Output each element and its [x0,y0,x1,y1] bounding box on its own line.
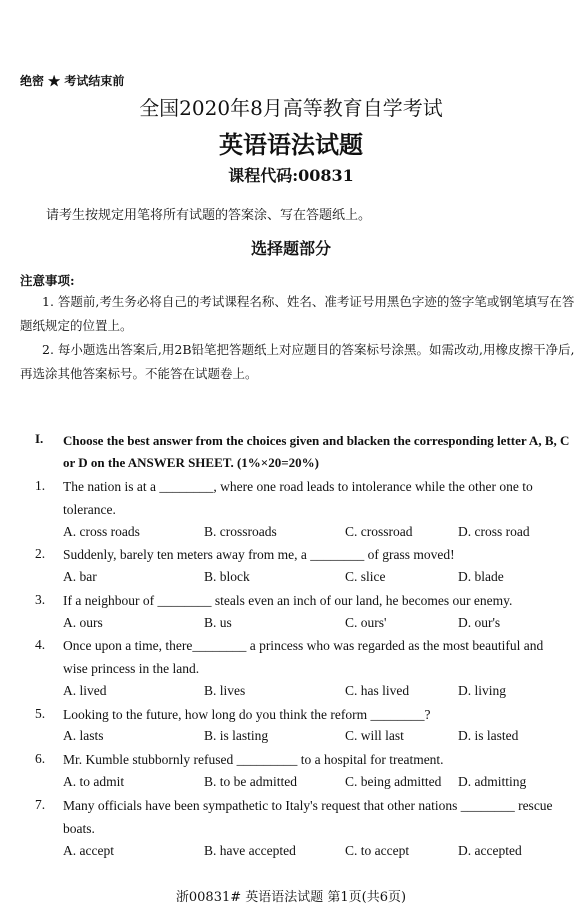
question-number: 4. [35,637,46,652]
option-c: C. slice [345,569,386,584]
option-b: B. have accepted [204,843,296,858]
question-number: 7. [35,797,46,812]
option-a: A. accept [63,843,114,858]
question-text: Looking to the future, how long do you think the reform ________? [63,707,431,722]
question-text: Once upon a time, there________ a princess who was regarded as the most beautiful and wise princess in the land. [63,638,544,676]
question-text: If a neighbour of ________ steals even an inch of our land, he becomes our enemy. [63,593,513,608]
question-text: Suddenly, barely ten meters away from me, a ________ of grass moved! [63,547,455,562]
option-a: A. bar [63,569,97,584]
option-c: C. crossroad [345,524,413,539]
note-item-1: 1. 答题前,考生务必将自己的考试课程名称、姓名、准考证号用黑色字迹的签字笔或钢笔填写在答题纸规定的位置上。 [20,294,575,333]
option-c: C. to accept [345,843,410,858]
option-a: A. lived [63,683,107,698]
option-b: B. crossroads [204,524,277,539]
question-text: Many officials have been sympathetic to Italy's request that other nations ________ rescue boats. [63,798,553,836]
page-footer: 浙00831# 英语语法试题 第1页(共6页) [175,890,407,905]
option-b: B. is lasting [204,728,269,743]
option-d: D. blade [458,569,504,584]
option-a: A. ours [63,615,103,630]
question-number: 2. [35,546,46,561]
option-d: D. admitting [458,774,527,789]
option-c: C. will last [345,728,404,743]
note-item-2: 2. 每小题选出答案后,用2B铅笔把答题纸上对应题目的答案标号涂黑。如需改动,用橡皮擦干净后,再选涂其他答案标号。不能答在试题卷上。 [20,342,575,381]
option-d: D. living [458,683,507,698]
option-b: B. block [204,569,250,584]
option-d: D. accepted [458,843,522,858]
option-c: C. has lived [345,683,410,698]
option-a: A. to admit [63,774,125,789]
option-d: D. is lasted [458,728,519,743]
option-b: B. to be admitted [204,774,297,789]
subject-title: 英语语法试题 [219,130,363,159]
section-title: 选择题部分 [250,239,331,258]
option-a: A. lasts [63,728,104,743]
option-d: D. our's [458,615,501,630]
answer-instruction: 请考生按规定用笔将所有试题的答案涂、写在答题纸上。 [46,208,372,223]
option-c: C. ours' [345,615,387,630]
part-instruction: Choose the best answer from the choices given and blacken the corresponding letter A, B, C or D on the ANSWER SHEET. (1%×20=20%) [63,433,570,470]
part-number: I. [35,431,44,446]
exam-title: 全国2020年8月高等教育自学考试 [139,96,443,120]
option-b: B. lives [204,683,246,698]
course-code: 课程代码:00831 [228,166,354,185]
question-number: 1. [35,478,46,493]
question-number: 3. [35,592,46,607]
option-d: D. cross road [458,524,530,539]
notes-title: 注意事项: [20,273,75,288]
question-number: 6. [35,751,46,766]
question-number: 5. [35,706,46,721]
question-text: Mr. Kumble stubbornly refused _________ to a hospital for treatment. [63,752,444,767]
option-a: A. cross roads [63,524,140,539]
confidential-label: 绝密 ★ 考试结束前 [20,74,125,88]
question-text: The nation is at a ________, where one road leads to intolerance while the other one to tolerance. [63,479,533,517]
option-b: B. us [204,615,232,630]
option-c: C. being admitted [345,774,442,789]
